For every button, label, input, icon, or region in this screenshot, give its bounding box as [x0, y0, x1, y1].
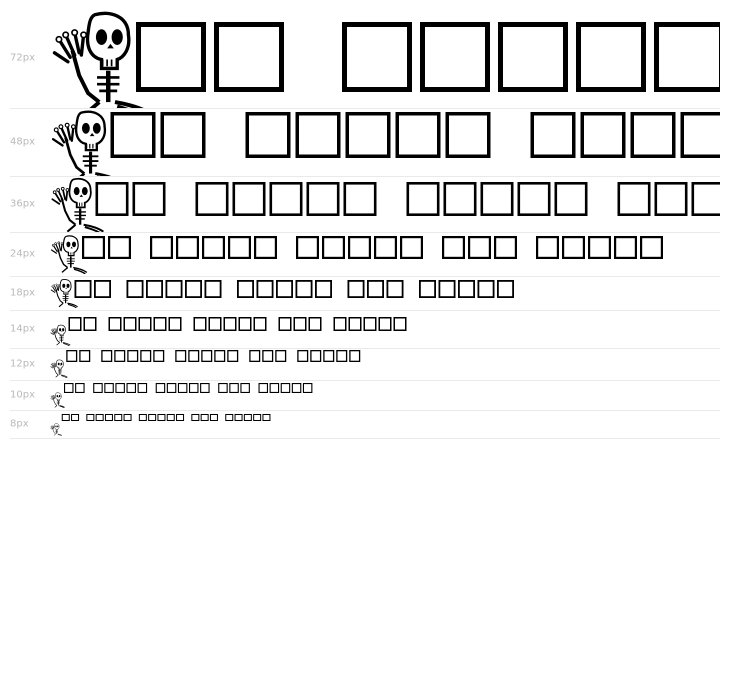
missing-glyph-box — [230, 384, 238, 393]
missing-glyph-box — [375, 237, 396, 258]
font-sample-svg — [50, 380, 720, 410]
missing-glyph-box — [254, 415, 261, 421]
missing-glyph-box — [177, 237, 198, 258]
waterfall-row — [10, 8, 720, 109]
missing-glyph-box — [563, 237, 584, 258]
font-sample-line — [50, 380, 720, 410]
missing-glyph-box — [105, 384, 113, 393]
missing-glyph-box — [102, 351, 112, 362]
waterfall-row — [10, 176, 720, 233]
missing-glyph-box — [401, 237, 422, 258]
missing-glyph-box — [298, 351, 308, 362]
missing-glyph-box — [202, 351, 212, 362]
size-label: 12px — [10, 358, 35, 370]
missing-glyph-box — [176, 351, 186, 362]
missing-glyph-box — [154, 318, 166, 331]
skeleton-glyph-icon — [51, 360, 68, 378]
missing-glyph-box — [297, 114, 339, 157]
skeleton-glyph — [51, 393, 65, 408]
missing-glyph-box — [271, 183, 301, 214]
missing-glyph-box — [224, 318, 236, 331]
missing-glyph-box — [259, 384, 267, 393]
missing-glyph-box — [87, 415, 94, 421]
missing-glyph-box — [632, 114, 674, 157]
missing-glyph-box — [277, 281, 292, 297]
font-sample-svg — [50, 310, 720, 348]
size-label: 24px — [10, 248, 35, 260]
missing-glyph-box — [128, 351, 138, 362]
missing-glyph-box — [519, 183, 549, 214]
missing-glyph-box — [589, 237, 610, 258]
font-sample-line — [50, 108, 720, 176]
missing-glyph-box — [387, 281, 402, 297]
missing-glyph-box — [105, 415, 112, 421]
missing-glyph-box — [408, 183, 438, 214]
sample-word — [62, 415, 78, 421]
missing-glyph-box — [190, 384, 198, 393]
font-sample-line — [50, 310, 720, 348]
missing-glyph-box — [323, 237, 344, 258]
missing-glyph-box — [109, 318, 121, 331]
size-label: 72px — [10, 52, 35, 64]
missing-glyph-box — [532, 114, 574, 157]
sample-word — [112, 114, 204, 157]
sample-word — [297, 237, 422, 258]
skeleton-glyph-icon — [51, 424, 62, 436]
sample-word — [298, 351, 360, 362]
missing-glyph-box — [76, 384, 84, 393]
missing-glyph-box — [420, 281, 435, 297]
missing-glyph-box — [147, 281, 162, 297]
missing-glyph-box — [482, 183, 512, 214]
missing-glyph-box — [115, 351, 125, 362]
sample-word — [238, 281, 331, 297]
missing-glyph-box — [397, 114, 439, 157]
missing-glyph-box — [139, 318, 151, 331]
missing-glyph-box — [209, 318, 221, 331]
size-label: 10px — [10, 389, 35, 401]
waterfall-row — [10, 108, 720, 177]
missing-glyph-box — [186, 281, 201, 297]
missing-glyph-box — [345, 25, 410, 90]
missing-glyph-box — [178, 384, 186, 393]
missing-glyph-box — [226, 415, 233, 421]
font-sample-svg — [50, 410, 720, 438]
missing-glyph-box — [582, 114, 624, 157]
missing-glyph-box — [192, 415, 199, 421]
sample-word — [151, 237, 276, 258]
missing-glyph-box — [619, 183, 649, 214]
missing-glyph-box — [501, 25, 566, 90]
font-sample-line — [50, 232, 720, 276]
missing-glyph-box — [469, 237, 490, 258]
missing-glyph-box — [347, 114, 389, 157]
sample-word — [408, 183, 586, 214]
missing-glyph-box — [337, 351, 347, 362]
missing-glyph-box — [203, 237, 224, 258]
missing-glyph-box — [154, 351, 164, 362]
sample-word — [537, 237, 662, 258]
skeleton-glyph-icon — [51, 279, 77, 308]
sample-word — [87, 415, 131, 421]
missing-glyph-box — [139, 415, 146, 421]
waterfall-row — [10, 232, 720, 277]
size-label: 48px — [10, 136, 35, 148]
missing-glyph-box — [498, 281, 513, 297]
size-label: 14px — [10, 323, 35, 335]
missing-glyph-box — [311, 351, 321, 362]
missing-glyph-box — [693, 183, 720, 214]
missing-glyph-box — [201, 384, 209, 393]
missing-glyph-box — [447, 114, 489, 157]
waterfall-row — [10, 348, 720, 381]
missing-glyph-box — [478, 281, 493, 297]
missing-glyph-box — [296, 281, 311, 297]
missing-glyph-box — [149, 415, 156, 421]
missing-glyph-box — [439, 281, 454, 297]
missing-glyph-box — [345, 183, 375, 214]
missing-glyph-box — [379, 318, 391, 331]
missing-glyph-box — [141, 351, 151, 362]
font-sample-line — [50, 8, 720, 108]
missing-glyph-box — [263, 415, 270, 421]
skeleton-glyph — [51, 279, 77, 308]
sample-word — [97, 183, 164, 214]
sample-word — [75, 281, 110, 297]
sample-word — [176, 351, 238, 362]
missing-glyph-box — [115, 415, 122, 421]
missing-glyph-box — [276, 351, 286, 362]
missing-glyph-box — [65, 384, 73, 393]
missing-glyph-box — [255, 237, 276, 258]
skeleton-glyph-icon — [51, 325, 70, 346]
sample-word — [219, 384, 250, 393]
missing-glyph-box — [75, 281, 90, 297]
size-label: 36px — [10, 198, 35, 210]
sample-word — [65, 384, 85, 393]
font-sample-line — [50, 176, 720, 232]
sample-word — [532, 114, 720, 157]
sample-word — [192, 415, 218, 421]
missing-glyph-box — [316, 281, 331, 297]
missing-glyph-box — [297, 237, 318, 258]
missing-glyph-box — [166, 281, 181, 297]
missing-glyph-box — [72, 415, 79, 421]
sample-word — [102, 351, 164, 362]
sample-word — [156, 384, 209, 393]
missing-glyph-box — [189, 351, 199, 362]
sample-word — [226, 415, 270, 421]
missing-glyph-box — [348, 281, 363, 297]
missing-glyph-box — [657, 25, 721, 90]
font-sample-svg — [50, 232, 720, 276]
missing-glyph-box — [151, 237, 172, 258]
font-sample-line — [50, 276, 720, 310]
waterfall-row — [10, 380, 720, 411]
missing-glyph-box — [67, 351, 77, 362]
missing-glyph-box — [292, 384, 300, 393]
missing-glyph-box — [247, 114, 289, 157]
missing-glyph-box — [641, 237, 662, 258]
missing-glyph-box — [205, 281, 220, 297]
font-sample-svg — [50, 176, 720, 232]
missing-glyph-box — [127, 281, 142, 297]
font-sample-svg — [50, 276, 720, 310]
missing-glyph-box — [349, 237, 370, 258]
sample-word — [109, 318, 181, 331]
missing-glyph-box — [495, 237, 516, 258]
skeleton-glyph-icon — [51, 393, 65, 408]
sample-word — [247, 114, 489, 157]
waterfall-row — [10, 410, 720, 439]
missing-glyph-box — [281, 384, 289, 393]
size-label: 8px — [10, 418, 29, 430]
missing-glyph-box — [134, 183, 164, 214]
missing-glyph-box — [219, 384, 227, 393]
missing-glyph-box — [158, 415, 165, 421]
missing-glyph-box — [80, 351, 90, 362]
missing-glyph-box — [69, 318, 81, 331]
waterfall-row — [10, 276, 720, 311]
sample-word — [348, 281, 402, 297]
font-sample-line — [50, 348, 720, 380]
skeleton-glyph-icon — [52, 236, 87, 274]
missing-glyph-box — [445, 183, 475, 214]
missing-glyph-box — [238, 281, 253, 297]
missing-glyph-box — [139, 25, 204, 90]
sample-word — [443, 237, 516, 258]
missing-glyph-box — [95, 281, 110, 297]
sample-word — [334, 318, 406, 331]
missing-glyph-box — [124, 318, 136, 331]
missing-glyph-box — [459, 281, 474, 297]
missing-glyph-box — [96, 415, 103, 421]
missing-glyph-box — [244, 415, 251, 421]
skeleton-glyph — [51, 325, 70, 346]
missing-glyph-box — [235, 415, 242, 421]
missing-glyph-box — [201, 415, 208, 421]
missing-glyph-box — [241, 384, 249, 393]
missing-glyph-box — [250, 351, 260, 362]
missing-glyph-box — [309, 318, 321, 331]
missing-glyph-box — [84, 318, 96, 331]
missing-glyph-box — [368, 281, 383, 297]
missing-glyph-box — [83, 237, 104, 258]
missing-glyph-box — [263, 351, 273, 362]
missing-glyph-box — [254, 318, 266, 331]
sample-word — [420, 281, 513, 297]
missing-glyph-box — [112, 114, 154, 157]
missing-glyph-box — [162, 114, 204, 157]
sample-word — [619, 183, 720, 214]
missing-glyph-box — [537, 237, 558, 258]
missing-glyph-box — [615, 237, 636, 258]
missing-glyph-box — [364, 318, 376, 331]
missing-glyph-box — [308, 183, 338, 214]
missing-glyph-box — [350, 351, 360, 362]
sample-word — [250, 351, 286, 362]
sample-word — [197, 183, 375, 214]
missing-glyph-box — [167, 415, 174, 421]
font-sample-line — [50, 410, 720, 438]
sample-word — [345, 25, 721, 90]
missing-glyph-box — [239, 318, 251, 331]
missing-glyph-box — [215, 351, 225, 362]
missing-glyph-box — [177, 415, 184, 421]
size-label: 18px — [10, 287, 35, 299]
missing-glyph-box — [556, 183, 586, 214]
missing-glyph-box — [217, 25, 282, 90]
missing-glyph-box — [138, 384, 146, 393]
missing-glyph-box — [294, 318, 306, 331]
skeleton-glyph — [51, 360, 68, 378]
sample-word — [139, 25, 282, 90]
sample-word — [139, 415, 183, 421]
sample-word — [67, 351, 90, 362]
missing-glyph-box — [169, 318, 181, 331]
sample-word — [127, 281, 220, 297]
missing-glyph-box — [116, 384, 124, 393]
missing-glyph-box — [394, 318, 406, 331]
missing-glyph-box — [443, 237, 464, 258]
missing-glyph-box — [279, 318, 291, 331]
missing-glyph-box — [167, 384, 175, 393]
sample-word — [194, 318, 266, 331]
missing-glyph-box — [156, 384, 164, 393]
missing-glyph-box — [257, 281, 272, 297]
missing-glyph-box — [210, 415, 217, 421]
missing-glyph-box — [349, 318, 361, 331]
font-sample-svg — [50, 348, 720, 380]
missing-glyph-box — [303, 384, 311, 393]
skeleton-glyph — [52, 236, 87, 274]
missing-glyph-box — [334, 318, 346, 331]
sample-word — [69, 318, 96, 331]
missing-glyph-box — [579, 25, 644, 90]
missing-glyph-box — [197, 183, 227, 214]
missing-glyph-box — [423, 25, 488, 90]
sample-word — [94, 384, 147, 393]
missing-glyph-box — [324, 351, 334, 362]
missing-glyph-box — [270, 384, 278, 393]
font-sample-svg — [50, 108, 720, 176]
font-sample-svg — [50, 8, 720, 108]
missing-glyph-box — [62, 415, 69, 421]
missing-glyph-box — [94, 384, 102, 393]
sample-word — [83, 237, 130, 258]
missing-glyph-box — [194, 318, 206, 331]
sample-word — [279, 318, 321, 331]
missing-glyph-box — [124, 415, 131, 421]
skeleton-glyph — [51, 424, 62, 436]
missing-glyph-box — [228, 351, 238, 362]
missing-glyph-box — [682, 114, 720, 157]
sample-word — [259, 384, 312, 393]
waterfall-row — [10, 310, 720, 349]
missing-glyph-box — [97, 183, 127, 214]
missing-glyph-box — [127, 384, 135, 393]
missing-glyph-box — [109, 237, 130, 258]
missing-glyph-box — [656, 183, 686, 214]
missing-glyph-box — [234, 183, 264, 214]
missing-glyph-box — [229, 237, 250, 258]
